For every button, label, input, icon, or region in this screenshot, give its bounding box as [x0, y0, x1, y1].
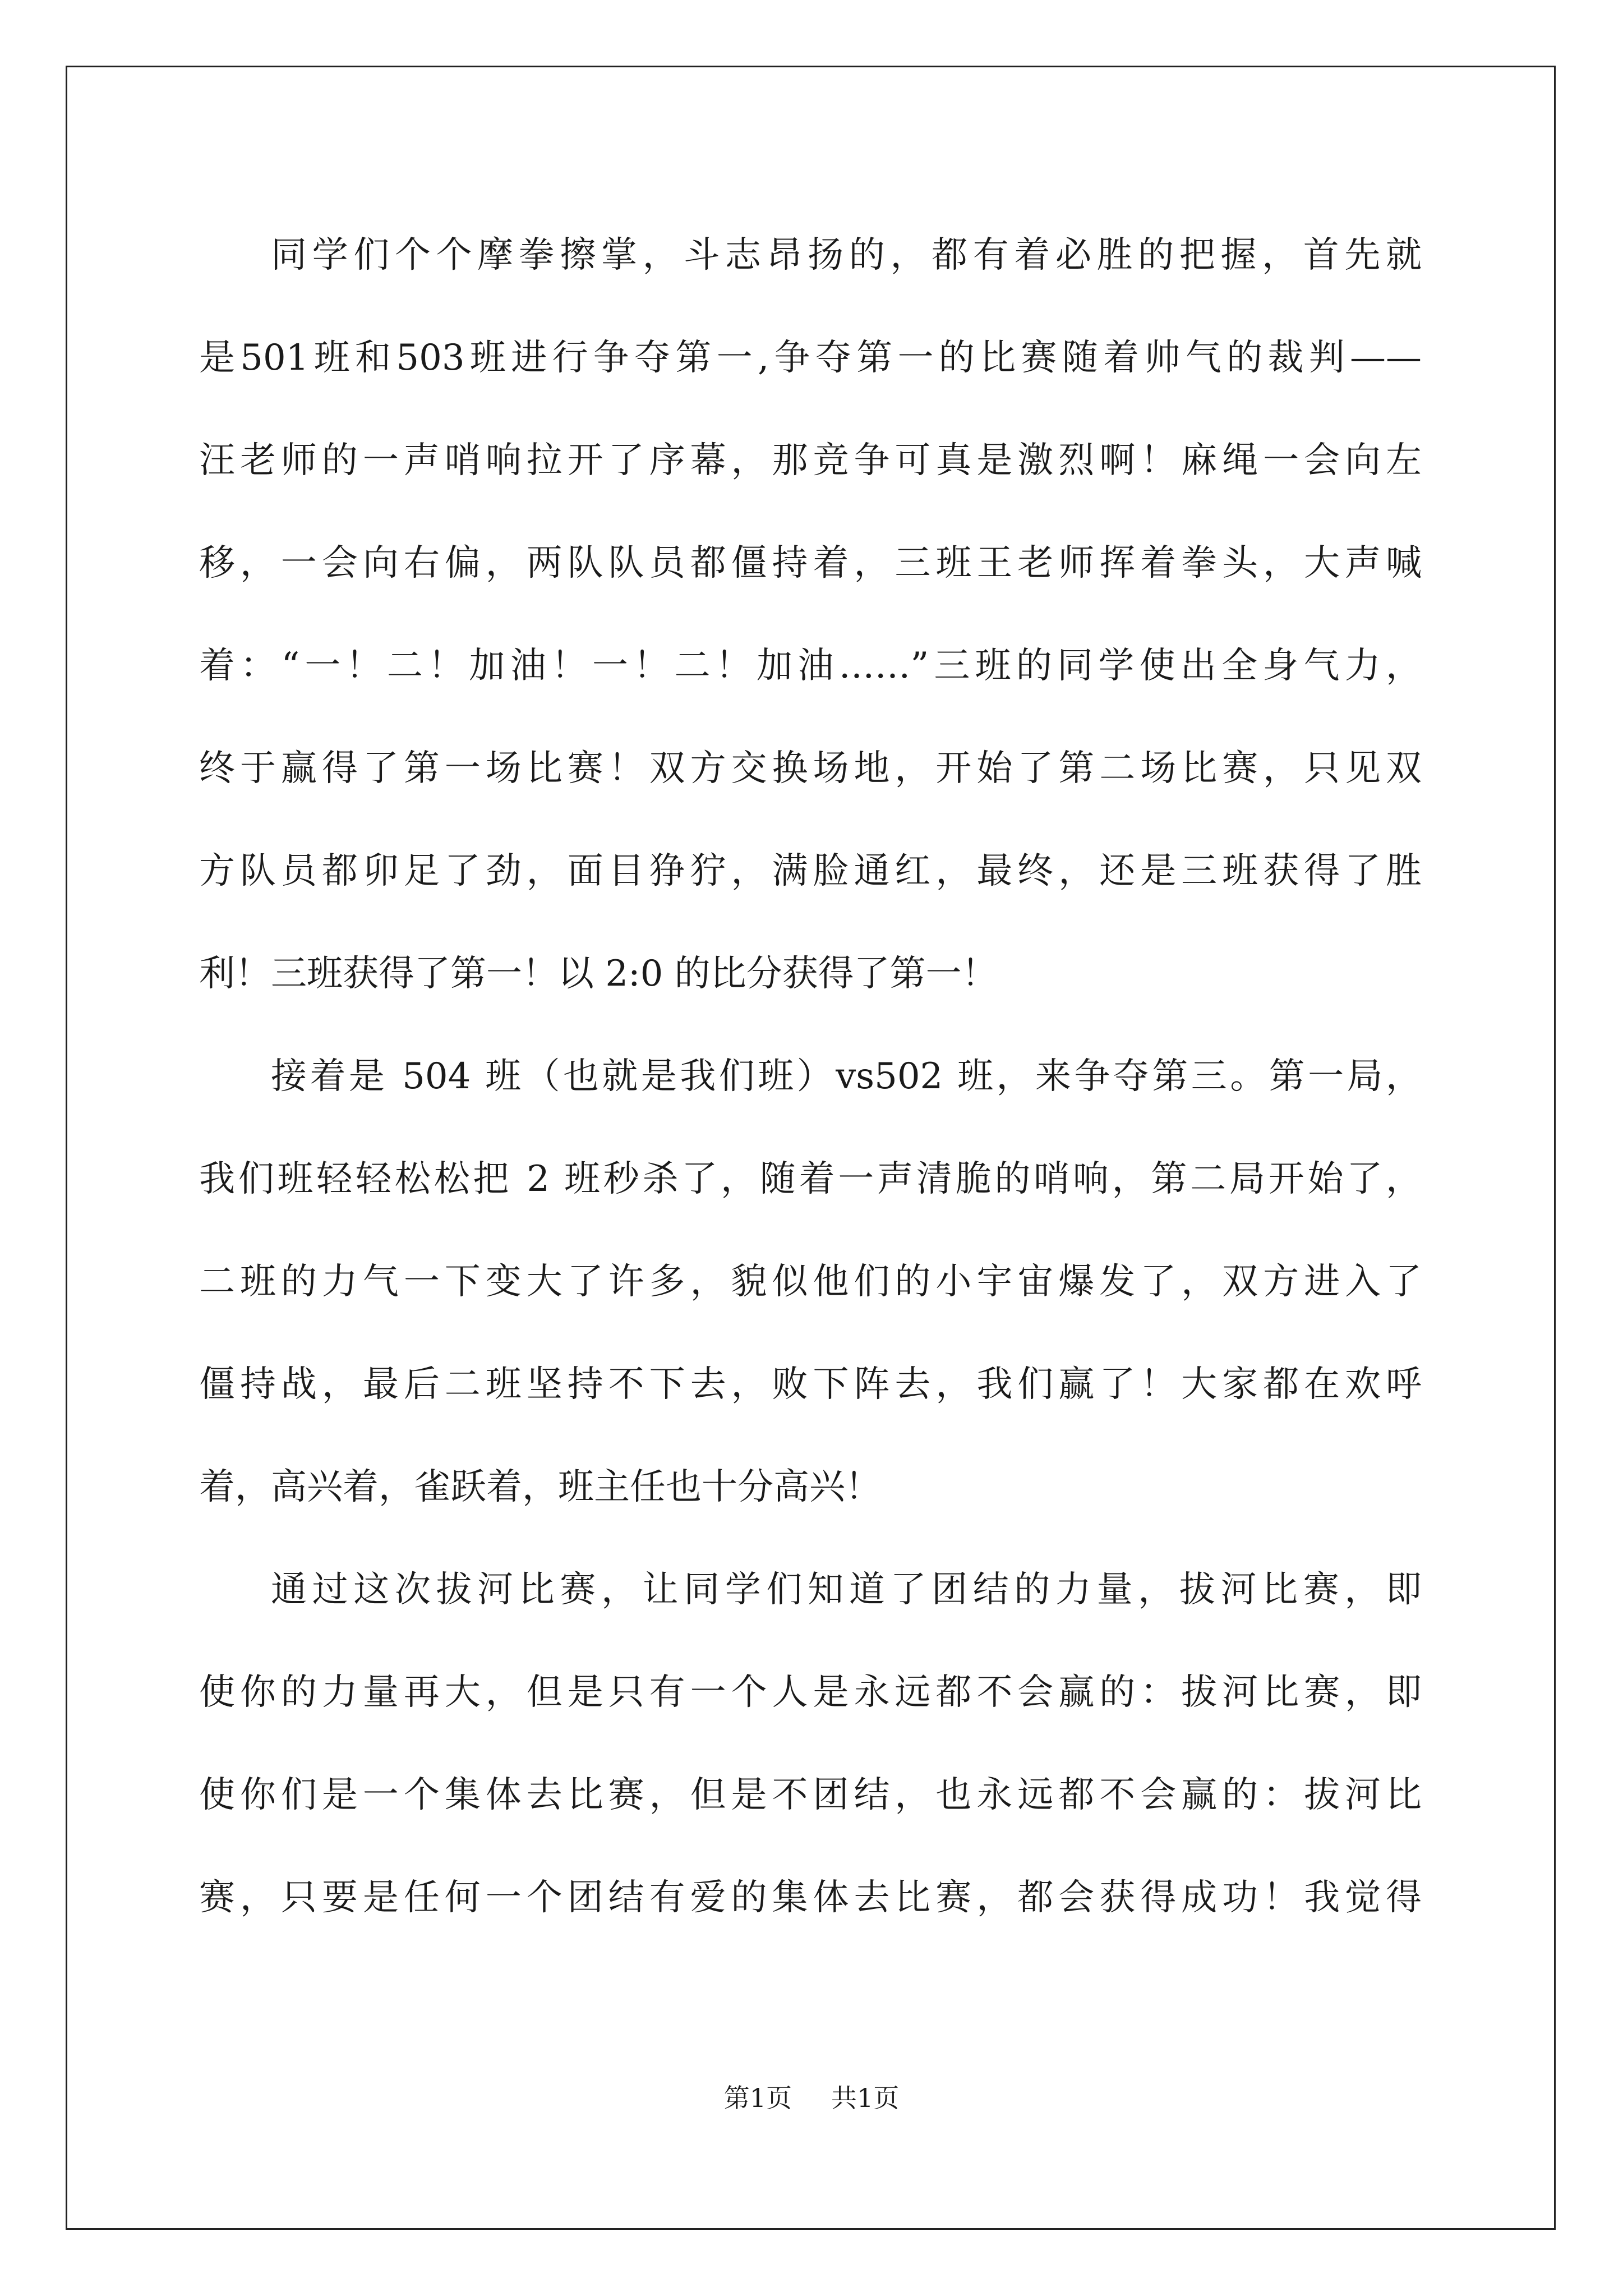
paragraph-3: [199, 1556, 1422, 1967]
text-line: 方队员都卯足了劲，面目狰狞，满脸通红，最终，还是三班获得了胜: [199, 850, 1422, 892]
document-body: [199, 222, 1422, 1967]
text-line: 是501班和503班进行争夺第一,争夺第一的比赛随着帅气的裁判——: [199, 337, 1422, 379]
text-line: 使你的力量再大，但是只有一个人是永远都不会赢的：拔河比赛，即: [199, 1672, 1422, 1713]
text-line: 僵持战，最后二班坚持不下去，败下阵去，我们赢了！大家都在欢呼: [199, 1364, 1422, 1405]
text-line: 同学们个个摩拳擦掌，斗志昂扬的，都有着必胜的把握，首先就: [271, 234, 1422, 276]
total-pages: 共1页: [831, 2083, 900, 2113]
text-line: 接着是 504 班（也就是我们班）vs502 班，来争夺第三。第一局，: [271, 1056, 1422, 1097]
text-line: 汪老师的一声哨响拉开了序幕，那竞争可真是激烈啊！麻绳一会向左: [199, 440, 1422, 481]
text-line: 利！三班获得了第一！以 2:0 的比分获得了第一！: [199, 953, 998, 995]
paragraph-2: [199, 1043, 1422, 1556]
text-line: 使你们是一个集体去比赛，但是不团结，也永远都不会赢的：拔河比: [199, 1774, 1422, 1816]
text-line: 着，高兴着，雀跃着，班主任也十分高兴！: [199, 1466, 881, 1508]
text-line: 移，一会向右偏，两队队员都僵持着，三班王老师挥着拳头，大声喊: [199, 542, 1422, 584]
text-line: 通过这次拔河比赛，让同学们知道了团结的力量，拔河比赛，即: [271, 1569, 1422, 1611]
paragraph-1: [199, 222, 1422, 1043]
text-line: 赛，只要是任何一个团结有爱的集体去比赛，都会获得成功！我觉得: [199, 1877, 1422, 1918]
text-line: 终于赢得了第一场比赛！双方交换场地，开始了第二场比赛，只见双: [199, 748, 1422, 789]
text-line: 二班的力气一下变大了许多，貌似他们的小宇宙爆发了，双方进入了: [199, 1261, 1422, 1303]
text-line: 着：“一！二！加油！一！二！加油……”三班的同学使出全身气力，: [199, 645, 1422, 687]
page-number: 第1页: [723, 2083, 792, 2113]
page-footer: [0, 2081, 1623, 2115]
text-line: 我们班轻轻松松把 2 班秒杀了，随着一声清脆的哨响，第二局开始了，: [199, 1158, 1422, 1200]
